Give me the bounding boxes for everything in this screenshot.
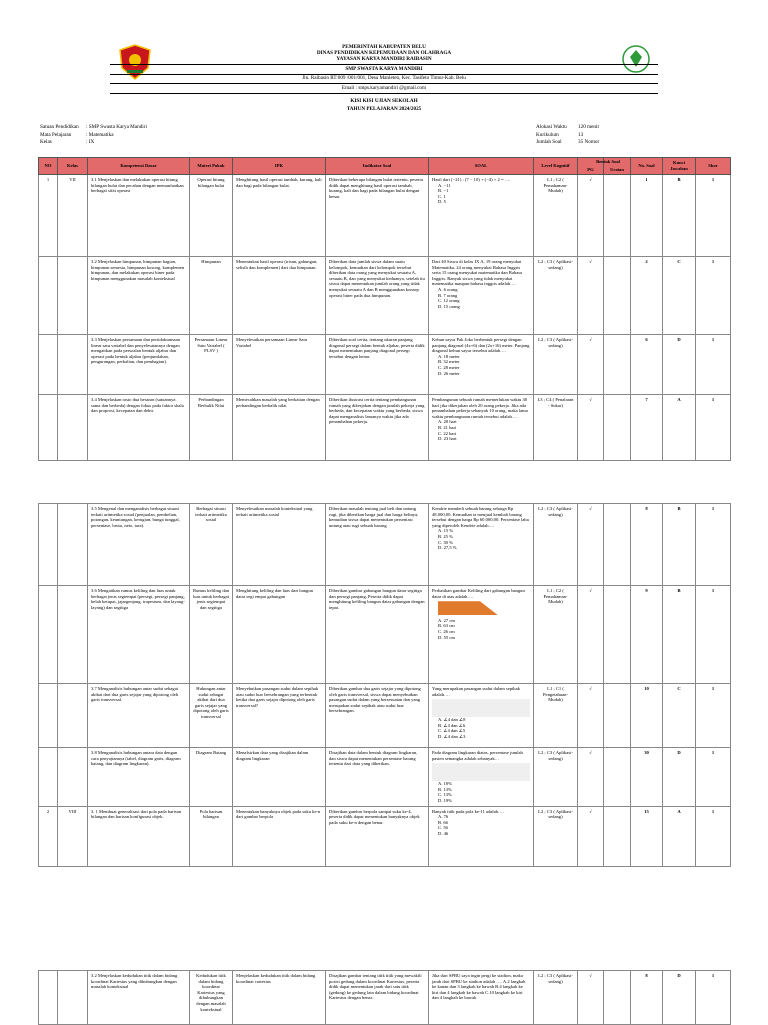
row-kd: 3.3 Menjelaskan persamaan dan pertidaksamaan linear satu variabel dan penyelesaiannya dengan mengaitkan pada persoalan bentuk aljabar dan operasi pada bentuk aljabar (penjumlahan, pengurangan, perkalian, dan pembagian).: [88, 335, 190, 395]
answer-option: B. 21 hari: [438, 424, 457, 430]
answer-option: C. 13%: [438, 792, 452, 798]
table-row: [39, 586, 731, 684]
row-nosoal: 8: [631, 971, 663, 1025]
row-skor: 1: [696, 586, 731, 684]
row-soal: [429, 971, 534, 1025]
row-soal: [429, 335, 534, 395]
row-ipk: Menghitung hasil operasi tambah, kurang, kali dan bagi pada bilangan bulat.: [233, 175, 326, 257]
table-body: [39, 175, 731, 461]
answer-option: A. 27 cm: [438, 617, 455, 623]
row-nosoal: 7: [631, 395, 663, 461]
answer-option: B. ∠4 dan ∠6: [438, 722, 466, 728]
answer-option: D. 26 meter: [438, 370, 460, 376]
letterhead-line-3: YAYASAN KARYA MANDIRI RAIBASIN: [336, 56, 432, 62]
table-row: [39, 395, 731, 461]
row-level: L1 ; C2 ( Pemahaman-Mudah): [534, 175, 578, 257]
row-level: L2 ; C3 ( Aplikasi-sedang): [534, 806, 578, 866]
answer-option: D. 23 hari: [438, 436, 457, 442]
table-row: [39, 257, 731, 335]
col-level: Level Kognitif: [534, 158, 578, 175]
row-level: L1 ; C1 ( Pengetahuan-Mudah): [534, 684, 578, 748]
letterhead-line-1: PEMERINTAH KABUPATEN BELU: [342, 44, 426, 50]
row-materi: Berbagai situasi terkait aritmetika sosial: [190, 504, 233, 586]
row-nosoal: 15: [631, 806, 663, 866]
col-kelas: Kelas: [58, 158, 88, 175]
answer-option: A. 10%: [438, 781, 453, 787]
identity-labels-right: [536, 124, 567, 147]
row-no: [39, 748, 58, 807]
row-nosoal: 8: [631, 504, 663, 586]
answer-option: C. 26 cm: [438, 628, 455, 634]
row-kelas: [58, 748, 88, 807]
answer-option: B. 7 orang: [438, 292, 458, 298]
row-indikator: Disajikan gambar tentang titik titik yang mewakili posisi gedung dalam koordinat Kartesius, peserta didik dapat menentukan jarak dari satu titik (gedung) ke gedung lain dalam bidang koordinat Kartesius dengan benar.: [326, 971, 429, 1025]
row-nosoal: 30: [631, 748, 663, 807]
row-ipk: Menafsirkan data yang disajikan dalam diagram lingkaran: [233, 748, 326, 807]
row-nosoal: 9: [631, 586, 663, 684]
row-ipk: Menghitung keliling dan luas dari bangun datar segi empat gabungan: [233, 586, 326, 684]
row-materi: Himpunan: [190, 257, 233, 335]
row-kunci: C: [663, 257, 696, 335]
row-kunci: A: [663, 395, 696, 461]
table-body: [39, 504, 731, 867]
row-pg-check: √: [578, 504, 604, 586]
row-indikator: Disajikan data dalam bentuk diagram lingkaran, dan siswa dapat menentukan persentase barang tertentu dari data yang diberikan.: [326, 748, 429, 807]
row-soal: [429, 684, 534, 748]
row-indikator: Diberikan soal cerita, tentang ukuran panjang diagonal persegi dalam bentuk aljabar, peserta didik dapat menentukan panjang diagonal persegi tersebut dengan benar.: [326, 335, 429, 395]
row-uraian: [604, 257, 631, 335]
row-uraian: [604, 586, 631, 684]
answer-option: D. 27,5 %: [438, 545, 457, 551]
row-pg-check: √: [578, 395, 604, 461]
row-skor: 1: [696, 684, 731, 748]
row-no: [39, 257, 58, 335]
yayasan-logo-icon: [622, 45, 650, 73]
value-alokasi: 120 menit: [578, 124, 599, 130]
question-text: Pada diagram lingkaran diatas, persentase jumlah pasien semangka adalah sebanyak…: [432, 750, 523, 761]
row-uraian: [604, 335, 631, 395]
col-uraian-label: Uraian: [610, 166, 624, 172]
divider: [110, 93, 658, 94]
row-pg-check: √: [578, 684, 604, 748]
label-mapel: Mata Pelajaran: [40, 131, 72, 138]
row-kunci: D: [663, 748, 696, 807]
answer-option: A. 20 hari: [438, 419, 457, 425]
row-no: [39, 504, 58, 586]
answer-option: A. 76: [438, 814, 449, 820]
question-figure: [432, 763, 530, 781]
row-soal: [429, 395, 534, 461]
row-uraian: [604, 504, 631, 586]
answer-option: D. 46: [438, 830, 449, 836]
question-text: Pembangunan sebuah rumah memerlukan waktu 30 hari jika dikerjakan oleh 20 orang pekerja. Jika ada penambahan pekerja sebanyak 10 orang, maka lama waktu pembangunan rumah tersebut adalah….: [432, 397, 528, 419]
row-materi: Operasi hitung bilangan bulat: [190, 175, 233, 257]
question-text: Hasil dari (−21) : (7 − 10) + (−4) × 2 = ….: [432, 177, 511, 182]
table-row: [39, 684, 731, 748]
row-skor: 1: [696, 748, 731, 807]
value-mapel: : Matematika: [86, 131, 114, 138]
row-indikator: Diberikan ilustrasi cerita tentang pembangunan rumah yang dikerjakan dengan jumlah pekerja yang berbeda, dan kecepatan waktu yang berbeda, siswa dapat menganalisis lamanya waktu jika ada penambahan pekerja.: [326, 395, 429, 461]
row-pg-check: √: [578, 806, 604, 866]
col-kunci: Kunci Jawaban: [663, 158, 696, 175]
row-skor: 1: [696, 806, 731, 866]
value-jumlah: 35 Nomor: [578, 139, 600, 145]
row-ipk: Menentukan hasil operasi (irisan, gabungan, selisih dan komplemen) dari dua himpunan.: [233, 257, 326, 335]
answer-option: C. 28 meter: [438, 364, 460, 370]
answer-option: B. 66: [438, 819, 448, 825]
col-skor: Skor: [696, 158, 731, 175]
table-row: [39, 504, 731, 586]
row-kd: 3.7 Menganalisis hubungan antar sudut sebagai akibat dari dua garis sejajar yang dipotong oleh garis transversal.: [88, 684, 190, 748]
row-kelas: [58, 971, 88, 1025]
row-no: [39, 971, 58, 1025]
document-title: KISI KISI UJIAN SEKOLAH: [350, 98, 418, 104]
row-pg-check: √: [578, 257, 604, 335]
row-ipk: Menjelaskan kedudukan titik dalam bidang koordinat cartesius: [233, 971, 326, 1025]
row-materi: Kedudukan titik dalam bidang koordinat Kartesius yang dihubungkan dengan masalah kontekstual: [190, 971, 233, 1025]
kisi-table-1: [38, 157, 731, 461]
question-text: Kendrie membeli sebuah barang seharga Rp 48.000,00. Kemudian ia menjual kembali barang tersebut dengan harga Rp 60.000,00. Persentase laba yang diperoleh Kendrie adalah….: [432, 506, 529, 528]
row-level: L3 ; C4 ( Penalaran - Sukar): [534, 395, 578, 461]
answer-option: A. −11: [438, 182, 451, 188]
answer-option: A. 6 orang: [438, 286, 458, 292]
row-kd: 3.5 Mengenal dan menganalisis berbagai situasi terkait aritmetika sosial (penjualan, pembelian, potongan, keuntungan, kerugian, bunga tunggal, persentase, bruto, neto, tara).: [88, 504, 190, 586]
answer-option: A. ∠4 dan ∠8: [438, 717, 466, 723]
row-ipk: Memecahkan masalah yang berkaitan dengan perbandingan berbalik nilai: [233, 395, 326, 461]
row-ipk: Menyelesaikan masalah kontekstual yang terkait aritmetika sosial: [233, 504, 326, 586]
row-level: L1 ; C2 ( Pemahaman-Mudah): [534, 586, 578, 684]
table-row: [39, 175, 731, 257]
row-ipk: Menyelesaikan persamaan Linear Satu Variabel: [233, 335, 326, 395]
label-alokasi: Alokasi Waktu: [536, 124, 567, 130]
row-nosoal: 1: [631, 175, 663, 257]
row-kunci: D: [663, 335, 696, 395]
row-kelas: [58, 504, 88, 586]
row-uraian: [604, 175, 631, 257]
row-kunci: C: [663, 684, 696, 748]
answer-option: C. 1: [438, 193, 446, 199]
row-kelas: [58, 395, 88, 461]
answer-option: C. 22 hari: [438, 430, 457, 436]
row-ipk: Menyebutkan pasangan sudut dalam sepihak atau sudut luar bersebrangan yang terbentuk ketika dua garis sejajar dipotong oleh garis transversal?: [233, 684, 326, 748]
col-pg-label: PG: [587, 166, 594, 172]
row-level: L2 ; C3 ( Aplikasi-sedang): [534, 504, 578, 586]
row-kunci: B: [663, 504, 696, 586]
row-uraian: [604, 971, 631, 1025]
label-kelas: Kelas: [40, 139, 52, 145]
value-kurikulum: 13: [578, 131, 584, 138]
table-row: [39, 971, 731, 1025]
answer-option: B. 32 meter: [438, 359, 460, 365]
row-uraian: [604, 806, 631, 866]
school-name: SMP SWASTA KARYA MANDIRI: [345, 66, 423, 72]
answer-option: C. ∠4 dan ∠5: [438, 728, 466, 734]
answer-option: C. 30 %: [438, 539, 453, 545]
row-kd: 3. 1 Membuat generalisasi dari pola pada barisan bilangan dan barisan konfigurasi objek.: [88, 806, 190, 866]
row-skor: 1: [696, 175, 731, 257]
row-indikator: Diberikan gambar gabungan bangun datar segitiga dan persegi panjang, Peserta didik dapat menghitung keliling bangun datar gabungan dengan tepat.: [326, 586, 429, 684]
row-no: [39, 335, 58, 395]
label-kurikulum: Kurikulum: [536, 131, 559, 138]
col-kd: Kompetensi Dasar: [88, 158, 190, 175]
row-kd: 3.1 Menjelaskan dan melakukan operasi hitung bilangan bulat dan pecahan dengan memanfaatkan berbagai sifat operasi: [88, 175, 190, 257]
table-header-row: [39, 158, 731, 175]
row-kunci: B: [663, 586, 696, 684]
answer-option: B. 13%: [438, 786, 452, 792]
row-kelas: VIII: [58, 806, 88, 866]
academic-year: TAHUN PELAJARAN 2024/2025: [346, 106, 422, 112]
row-level: L2 ; C3 ( Aplikasi-sedang): [534, 335, 578, 395]
row-pg-check: √: [578, 971, 604, 1025]
answer-option: A. 18 meter: [438, 353, 460, 359]
row-pg-check: √: [578, 175, 604, 257]
question-text: Yang merupakan pasangan sudut dalam sepihak adalah….: [432, 686, 520, 697]
composite-shape-figure: [438, 601, 498, 615]
row-no: [39, 586, 58, 684]
kisi-table-3: [38, 970, 731, 1025]
row-soal: [429, 748, 534, 807]
question-text: Perhatikan gambar Keliling dari gabungan bangun datar di atas adalah….: [432, 588, 525, 599]
question-text: Jika dari SPBU saya ingin pergi ke stadion, maka jarak dari SPBU ke stadion adalah …. A.2 langkah ke kanan dan 3 langkah ke bawah B.4 langkah ke kiri dan 4 langkah ke bawah C.10 langkah ke kiri dan 4 langkah ke bawah: [432, 973, 526, 1001]
col-nosoal: No. Soal: [631, 158, 663, 175]
row-materi: Diagram Batang: [190, 748, 233, 807]
table-row: [39, 335, 731, 395]
answer-option: B. 25 %: [438, 533, 453, 539]
col-ipk: IPK: [233, 158, 326, 175]
value-satuan: : SMP Swasta Karya Mandiri: [86, 124, 147, 130]
row-nosoal: 2: [631, 257, 663, 335]
row-uraian: [604, 748, 631, 807]
school-email: Email : smps.karyamandiri @gmail.com: [341, 85, 427, 91]
col-indikator: Indikator Soal: [326, 158, 429, 175]
label-jumlah: Jumlah Soal: [536, 139, 562, 145]
row-level: L2 ; C3 ( Aplikasi-sedang): [534, 748, 578, 807]
row-materi: Perbandingan Berbalik Nilai: [190, 395, 233, 461]
row-no: 1: [39, 175, 58, 257]
table-body: [39, 971, 731, 1025]
divider: [110, 83, 658, 84]
row-kunci: B: [663, 175, 696, 257]
row-no: 2: [39, 806, 58, 866]
answer-option: D. 15 orang: [438, 303, 460, 309]
answer-option: C. 56: [438, 825, 448, 831]
row-skor: 1: [696, 335, 731, 395]
answer-option: B. 63 cm: [438, 623, 455, 629]
col-no: NO: [39, 158, 58, 175]
answer-option: D. ∠4 dan ∠3: [438, 733, 466, 739]
row-kunci: D: [663, 971, 696, 1025]
row-uraian: [604, 684, 631, 748]
row-skor: 1: [696, 971, 731, 1025]
row-level: L2 ; C3 ( Aplikasi-sedang): [534, 257, 578, 335]
question-text: Kebun sayur Pak Joko berbentuk persegi dengan panjang diagonal (4x+6) dan (2x+16) meter. Panjang diagonal kebun sayur tersebut adalah….: [432, 337, 530, 354]
identity-values-right: [578, 124, 599, 147]
row-kd: 3.8 Menganalisis hubungan antara data dengan cara penyajiannya (tabel, diagram garis, diagram batang, dan diagram lingkaran).: [88, 748, 190, 807]
row-kelas: [58, 257, 88, 335]
answer-option: D. 55 cm: [438, 634, 455, 640]
row-nosoal: 10: [631, 684, 663, 748]
row-indikator: Diberikan beberapa bilangan bulat tertentu, peserta didik dapat menghitung hasil operasi tambah, kurang, kali dan bagi pada bilangan bulat dengan benar.: [326, 175, 429, 257]
row-ipk: Menentukan banyaknya objek pada suku ke-n dari gambar berpola: [233, 806, 326, 866]
identity-labels-left: [40, 124, 79, 147]
table-row: [39, 748, 731, 807]
table-row: [39, 806, 731, 866]
row-pg-check: √: [578, 586, 604, 684]
answer-option: D. 19%: [438, 797, 453, 803]
row-uraian: [604, 395, 631, 461]
row-soal: [429, 586, 534, 684]
question-text: Banyak titik pada pola ke-11 adalah….: [432, 808, 504, 814]
row-kd: 3.6 Mengaitkan rumus keliling dan luas untuk berbagai jenis segiempat (persegi, persegi panjang, belah ketupat, jajargenjang, trapesium, dan layang-layang) dan segitiga: [88, 586, 190, 684]
row-materi: Hubungan antar sudut sebagai akibat dari dua garis sejajar yang dipotong oleh garis transversal: [190, 684, 233, 748]
row-materi: Persamaan Linear Satu Variabel ( PLSV ): [190, 335, 233, 395]
answer-option: D. 5: [438, 199, 446, 205]
row-pg-check: √: [578, 335, 604, 395]
row-kelas: VII: [58, 175, 88, 257]
question-figure: [432, 699, 530, 717]
row-nosoal: 6: [631, 335, 663, 395]
row-materi: Rumus keliling dan luas untuk berbagai jenis segiempat dan segitiga: [190, 586, 233, 684]
row-indikator: Diberikan data jumlah siswa dalam suatu kelompok, kemudian dari kelompok tersebut diberikan data orang yang menyukai sesuatu A, sesuatu B, dan yang menyukai keduanya, setelah itu siswa dapat menentukan jumlah orang yang tidak menyukai sesuatu A dan B menggunakan konsep operasi biner pada dua himpunan.: [326, 257, 429, 335]
row-kelas: [58, 586, 88, 684]
row-soal: [429, 504, 534, 586]
row-soal: [429, 175, 534, 257]
row-soal: [429, 806, 534, 866]
letterhead-line-2: DINAS PENDIDIKAN KEPEMUDAAN DAN OLAHRAGA: [316, 50, 452, 56]
identity-values-left: [86, 124, 147, 147]
row-indikator: Diberikan gambar dua garis sejajar yang dipotong oleh garis transversal, siswa dapat menyebutkan pasangan sudut dalam yang bersesuaian dan yang merupakan sudut sepihak atau sudut luar bersebrangan.: [326, 684, 429, 748]
answer-option: A. 15 %: [438, 528, 454, 534]
row-no: [39, 395, 58, 461]
row-kd: 3.4 Menjelaskan rasio dua besaran (satuannya sama dan berbeda) dengan fokus pada faktor skala dan proporsi, kecepatan dan debit.: [88, 395, 190, 461]
row-indikator: Diberikan masalah tentang jual beli dan untung rugi, jika diberikan harga jual dan harga belinya, kemudian siswa dapat menentukan persentasi untung atau rugi sebuah barang: [326, 504, 429, 586]
row-kunci: A: [663, 806, 696, 866]
school-address: Jln. Raibasin RT:009 /001/001, Desa Manleten, Kec. Tasifeto Timur-Kab. Belu: [302, 75, 466, 81]
row-no: [39, 684, 58, 748]
row-kd: 3.2 Menjelaskan kedudukan titik dalam bidang koordinat Kartesius yang dihubungkan dengan masalah kontekstual: [88, 971, 190, 1025]
row-pg-check: √: [578, 748, 604, 807]
row-kelas: [58, 335, 88, 395]
row-skor: 1: [696, 257, 731, 335]
value-kelas: : IX: [86, 139, 95, 145]
row-level: L2 ; C3 ( Aplikasi-sedang): [534, 971, 578, 1025]
divider: [110, 64, 658, 65]
row-indikator: Diberikan gambar berpola sampai suku ke-4, peserta didik dapat menentukan banyaknya objek pada suku ke-n dengan benar.: [326, 806, 429, 866]
row-materi: Pola barisan bilangan: [190, 806, 233, 866]
row-skor: 1: [696, 395, 731, 461]
row-soal: [429, 257, 534, 335]
answer-option: C. 12 orang: [438, 298, 460, 304]
answer-option: B. −1: [438, 188, 449, 194]
col-materi: Materi Pokok: [190, 158, 233, 175]
question-text: Dari 40 Siswa di kelas IX A, 19 orang menyukai Matematika, 24 orang menyukai Bahasa Inggris serta 15 orang menyukai matematika dan Bahasa Inggris. Banyak siswa yang tidak menyukai matematika maupun bahasa inggris adalah….: [432, 259, 523, 287]
kisi-table-2: [38, 503, 731, 867]
col-soal: SOAL: [429, 158, 534, 175]
row-kelas: [58, 684, 88, 748]
row-kd: 3.2 Menjelaskan himpunan, himpunan bagian, himpunan semesta, himpunan kosong, komplemen himpunan, dan melakukan operasi biner pada himpunan menggunakan masalah kontekstual: [88, 257, 190, 335]
row-skor: 1: [696, 504, 731, 586]
col-bentuk: Bentuk Soal: [596, 159, 620, 164]
label-satuan: Satuan Pendidikan: [40, 124, 79, 130]
